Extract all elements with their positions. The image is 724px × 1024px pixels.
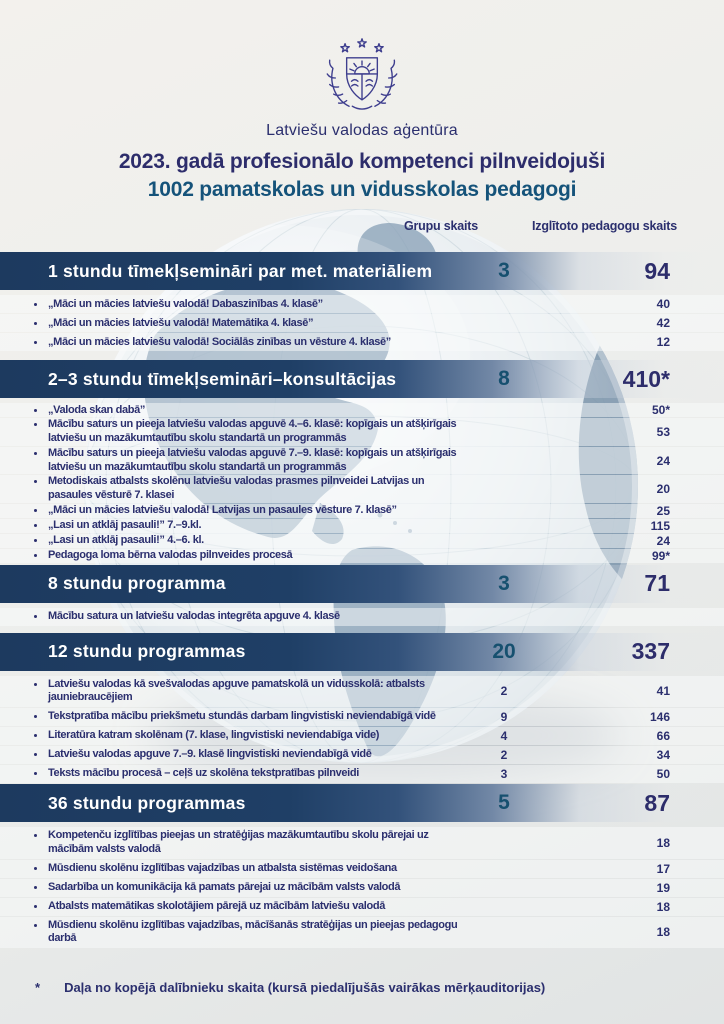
item-pedagogues-count: 24 <box>656 533 670 548</box>
bullet-icon <box>34 753 37 756</box>
item-pedagogues-count: 41 <box>656 684 670 699</box>
item-groups-count: 4 <box>500 729 508 744</box>
section-pedagogues-count: 71 <box>644 570 670 597</box>
bullet-icon <box>34 905 37 908</box>
bullet-icon <box>34 734 37 737</box>
column-headers <box>0 219 724 236</box>
list-item <box>0 746 724 764</box>
item-label: „Māci un mācies latviešu valodā! Latvijas un pasaules vēsture 7. klasē” <box>48 504 397 517</box>
section-header-bar <box>0 784 724 822</box>
section-8h-program <box>0 565 724 626</box>
item-label: Teksts mācību procesā – ceļš uz skolēna tekstpratības pilnveidi <box>48 767 359 780</box>
bullet-icon <box>34 322 37 325</box>
section-items <box>0 676 724 784</box>
list-item <box>0 827 724 859</box>
section-header-bar <box>0 252 724 290</box>
section-title: 36 stundu programmas <box>48 792 246 813</box>
page-title-line1: 2023. gadā profesionālo kompetenci pilnveidojuši <box>118 150 606 173</box>
bullet-icon <box>34 715 37 718</box>
item-pedagogues-count: 99* <box>651 548 670 563</box>
coat-of-arms-icon <box>320 36 404 120</box>
list-item <box>0 418 724 446</box>
section-groups-count: 8 <box>498 367 510 391</box>
list-item <box>0 727 724 745</box>
section-items <box>0 403 724 563</box>
logo-row <box>0 36 724 120</box>
list-item <box>0 898 724 916</box>
item-label: Metodiskais atbalsts skolēnu latviešu valodas prasmes pilnveidei Latvijas un pasaules vēsturē 7. klasei <box>48 475 425 502</box>
item-pedagogues-count: 19 <box>656 880 670 895</box>
item-pedagogues-count: 50* <box>651 403 670 418</box>
item-label: „Māci un mācies latviešu valodā! Matemātika 4. klasē” <box>48 316 314 329</box>
section-2-3h-webinars <box>0 360 724 563</box>
item-label: Kompetenču izglītības pieejas un stratēģijas mazākumtautību skolu pārejai uz mācībām valsts valodā <box>48 829 429 855</box>
bullet-icon <box>34 452 37 455</box>
item-pedagogues-count: 12 <box>656 335 670 350</box>
agency-name: Latviešu valodas aģentūra <box>266 122 458 139</box>
item-label: Mācību saturs un pieeja latviešu valodas apguvē 4.–6. klasē: kopīgais un atšķirīgais latviešu un mazākumtautību skolu standartā un programmās <box>48 418 457 445</box>
item-label: Latviešu valodas apguve 7.–9. klasē lingvistiski neviendabīgā vidē <box>48 748 372 761</box>
section-groups-count: 3 <box>498 571 510 595</box>
item-pedagogues-count: 42 <box>656 316 670 331</box>
list-item <box>0 860 724 878</box>
item-pedagogues-count: 53 <box>656 425 670 440</box>
list-item <box>0 534 724 548</box>
bullet-icon <box>34 480 37 483</box>
bullet-icon <box>34 539 37 542</box>
list-item <box>0 447 724 475</box>
list-item <box>0 295 724 313</box>
bullet-icon <box>34 886 37 889</box>
section-header-bar <box>0 565 724 603</box>
list-item <box>0 475 724 503</box>
item-pedagogues-count: 66 <box>656 729 670 744</box>
section-1h-webinars <box>0 252 724 351</box>
section-title: 8 stundu programma <box>48 573 226 594</box>
page-title-line2: 1002 pamatskolas un vidusskolas pedagogi <box>147 177 577 201</box>
item-groups-count: 2 <box>500 748 508 763</box>
item-pedagogues-count: 146 <box>649 710 670 725</box>
section-items <box>0 608 724 626</box>
bullet-icon <box>34 303 37 306</box>
list-item <box>0 403 724 417</box>
item-label: „Māci un mācies latviešu valodā! Dabaszinības 4. klasē” <box>48 297 323 310</box>
item-pedagogues-count: 18 <box>656 925 670 940</box>
bullet-icon <box>34 509 37 512</box>
section-header-bar <box>0 633 724 671</box>
item-pedagogues-count: 20 <box>656 482 670 497</box>
item-pedagogues-count: 17 <box>656 861 670 876</box>
section-pedagogues-count: 337 <box>631 638 670 665</box>
item-label: Mūsdienu skolēnu izglītības vajadzības, mācīšanās stratēģijas un pieejas pedagogu darbā <box>48 918 458 945</box>
section-items <box>0 295 724 351</box>
item-pedagogues-count: 34 <box>656 748 670 763</box>
list-item <box>0 708 724 726</box>
bullet-icon <box>34 554 37 557</box>
item-label: „Valoda skan dabā” <box>48 403 146 416</box>
item-label: „Lasi un atklāj pasauli!” 4.–6. kl. <box>48 534 204 547</box>
column-header-groups: Grupu skaits <box>404 219 479 234</box>
list-item <box>0 917 724 949</box>
list-item <box>0 314 724 332</box>
list-item <box>0 504 724 518</box>
item-pedagogues-count: 40 <box>656 297 670 312</box>
section-pedagogues-count: 94 <box>644 257 670 284</box>
bullet-icon <box>34 683 37 686</box>
section-title: 2–3 stundu tīmekļsemināri–konsultācijas <box>48 368 397 389</box>
footnote <box>35 980 724 995</box>
bullet-icon <box>34 834 37 837</box>
item-pedagogues-count: 24 <box>656 453 670 468</box>
item-label: Atbalsts matemātikas skolotājiem pārejā uz mācībām latviešu valodā <box>48 899 385 912</box>
bullet-icon <box>34 341 37 344</box>
item-label: Latviešu valodas kā svešvalodas apguve pamatskolā un vidusskolā: atbalsts jauniebraucējiem <box>48 677 425 704</box>
item-pedagogues-count: 115 <box>650 518 670 533</box>
list-item <box>0 549 724 563</box>
bullet-icon <box>34 409 37 412</box>
section-title: 1 stundu tīmekļsemināri par met. materiāliem <box>48 260 433 281</box>
item-groups-count: 3 <box>500 767 508 782</box>
column-header-pedagogues: Izglītoto pedagogu skaits <box>532 219 678 234</box>
section-groups-count: 5 <box>498 791 510 815</box>
section-items <box>0 827 724 948</box>
footnote-mark: * <box>35 980 41 996</box>
list-item <box>0 608 724 626</box>
item-label: Sadarbība un komunikācija kā pamats pārejai uz mācībām valsts valodā <box>48 880 401 893</box>
list-item <box>0 676 724 708</box>
item-label: „Māci un mācies latviešu valodā! Sociālās zinības un vēsture 4. klasē” <box>48 335 391 348</box>
section-groups-count: 3 <box>498 259 510 283</box>
section-pedagogues-count: 410* <box>622 365 670 392</box>
item-label: Tekstpratība mācību priekšmetu stundās darbam lingvistiski neviendabīgā vidē <box>48 710 436 723</box>
list-item <box>0 519 724 533</box>
section-pedagogues-count: 87 <box>644 789 670 816</box>
bullet-icon <box>34 615 37 618</box>
item-pedagogues-count: 25 <box>656 503 670 518</box>
bullet-icon <box>34 524 37 527</box>
bullet-icon <box>34 867 37 870</box>
list-item <box>0 765 724 783</box>
section-groups-count: 20 <box>492 639 516 663</box>
item-label: Mūsdienu skolēnu izglītības vajadzības un atbalsta sistēmas veidošana <box>48 861 397 874</box>
page-title <box>0 148 724 203</box>
item-groups-count: 2 <box>500 684 508 699</box>
list-item <box>0 333 724 351</box>
item-pedagogues-count: 50 <box>656 767 670 782</box>
item-label: Literatūra katram skolēnam (7. klase, lingvistiski neviendabīga vide) <box>48 729 380 742</box>
bullet-icon <box>34 772 37 775</box>
list-item <box>0 879 724 897</box>
item-label: Pedagoga loma bērna valodas pilnveides procesā <box>48 549 293 562</box>
section-12h-programs <box>0 633 724 784</box>
footnote-text: Daļa no kopējā dalībnieku skaita (kursā piedalījušās vairākas mērķauditorijas) <box>64 980 546 996</box>
item-groups-count: 9 <box>500 710 508 725</box>
bullet-icon <box>34 423 37 426</box>
item-pedagogues-count: 18 <box>656 899 670 914</box>
item-label: Mācību saturs un pieeja latviešu valodas apguvē 7.–9. klasē: kopīgais un atšķirīgais latviešu un mazākumtautību skolu standartā un programmās <box>48 446 457 473</box>
item-label: „Lasi un atklāj pasauli!” 7.–9.kl. <box>48 519 202 532</box>
item-pedagogues-count: 18 <box>656 835 670 850</box>
bullet-icon <box>34 924 37 927</box>
section-36h-programs <box>0 784 724 948</box>
section-title: 12 stundu programmas <box>48 641 246 662</box>
item-label: Mācību satura un latviešu valodas integrēta apguve 4. klasē <box>48 609 340 622</box>
section-header-bar <box>0 360 724 398</box>
